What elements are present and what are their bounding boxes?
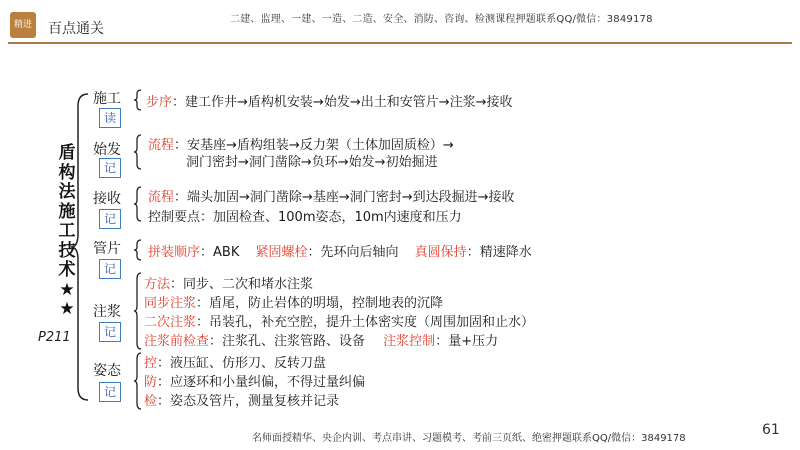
section-label-shigong: 施工 [93,91,121,107]
title-char: 技 [58,240,76,261]
star-icon: ★ [59,279,75,300]
title-char: 构 [58,162,76,183]
title-char: 盾 [58,143,76,163]
page-reference: P211 [38,330,71,345]
separator: ： [174,138,188,153]
title-char: 施 [58,201,76,222]
zitai-check [144,390,339,409]
brand-name: 百点通关 [48,21,104,37]
tag-read: 读 [99,108,121,128]
header-contact-note: 二建、监理、一建、一造、二造、安全、消防、咨询、检测课程押题联系QQ/微信：3849178 [230,14,653,25]
separator: ： [174,190,188,205]
value-text: ：精速降水 [466,245,532,260]
jieshou-control-points: 控制要点：加固检查、100m姿态，10m内速度和压力 [148,210,462,225]
section-label-jieshou: 接收 [93,191,121,207]
tag-remember: 记 [99,382,121,402]
zhujiang-sync [144,292,443,311]
footer-contact-note: 名师面授精华、央企内训、考点串讲、习题模考、考前三页纸、绝密押题联系QQ/微信：3849178 [252,433,686,444]
brand-logo: 精进 [10,12,36,38]
zhujiang-secondary [144,311,534,330]
tag-remember: 记 [99,259,121,279]
zitai-prevent [144,371,365,390]
zhujiang-precheck [144,330,498,349]
section-brace [133,239,143,261]
key-label: 防 [144,375,158,390]
key-label: 二次注浆 [144,315,197,330]
section-brace [133,352,143,410]
section-label-zhujiang: 注浆 [93,304,121,320]
value-text: 安基座→盾构组装→反力架（土体加固质检）→ [187,138,454,153]
key-label: 方法 [144,277,171,292]
value-text: ：液压缸、仿形刀、反转刀盘 [157,356,327,371]
key-label: 检 [144,394,158,409]
tag-remember: 记 [99,209,121,229]
shifa-flow-line2: 洞门密封→洞门凿除→负环→始发→初始掘进 [186,155,438,170]
guanpian-line [148,241,532,260]
tag-remember: 记 [99,322,121,342]
section-label-shifa: 始发 [93,142,121,158]
key-label: 流程 [148,190,175,205]
section-brace [133,134,143,170]
key-label: 控 [144,356,158,371]
section-label-zitai: 姿态 [93,363,121,379]
value-text: ：同步、二次和堵水注浆 [170,277,314,292]
value-text: ：量+压力 [435,334,499,349]
value-text: ：吊装孔，补充空腔，提升土体密实度（周围加固和止水） [196,315,535,330]
key-label: 同步注浆 [144,296,197,311]
value-text: ：盾尾，防止岩体的明塌，控制地表的沉降 [196,296,444,311]
section-label-guanpian: 管片 [93,241,121,257]
key-label: 紧固螺栓 [255,245,308,260]
title-char: 法 [58,182,76,202]
value-text: ：先环向后轴向 [307,245,399,260]
key-label: 注浆前检查 [144,334,210,349]
shigong-steps [146,91,513,110]
zitai-control [144,352,326,371]
section-brace [133,272,143,350]
separator: ： [172,95,186,110]
jieshou-flow [148,186,515,205]
key-label: 注浆控制 [383,334,436,349]
title-char: 工 [58,221,76,241]
section-brace [133,186,143,222]
value-text: ：应逐环和小量纠偏，不得过量纠偏 [157,375,366,390]
value-text: ：姿态及管片，测量复核并记录 [157,394,340,409]
value-text: ：注浆孔、注浆管路、设备 [209,334,366,349]
key-label: 步序 [146,95,173,110]
page-number: 61 [762,422,780,438]
header-divider [8,42,792,44]
value-text: 建工作井→盾构机安装→始发→出土和安管片→注浆→接收 [185,95,513,110]
key-label: 流程 [148,138,175,153]
main-brace [70,92,92,402]
key-label: 拼装顺序 [148,245,201,260]
title-char: 术 [58,260,76,280]
zhujiang-method [144,273,313,292]
key-label: 真圆保持 [414,245,467,260]
star-icon: ★ [59,299,75,319]
value-text: ：ABK [200,245,240,260]
value-text: 端头加固→洞门凿除→基座→洞门密封→到达段掘进→接收 [187,190,515,205]
section-brace [133,89,143,111]
tag-remember: 记 [99,158,121,178]
